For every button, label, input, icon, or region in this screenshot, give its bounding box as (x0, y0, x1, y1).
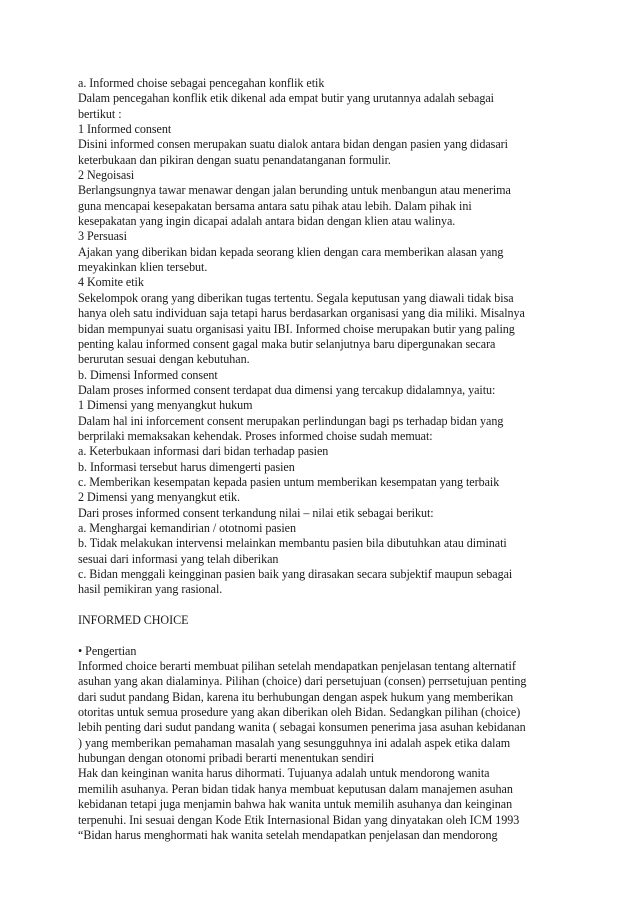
text-line: Informed choice berarti membuat pilihan setelah mendapatkan penjelasan tentang alternatif (78, 659, 516, 674)
text-line: kesepakatan yang ingin dicapai adalah antara bidan dengan klien atau walinya. (78, 214, 456, 229)
document-body (78, 76, 570, 843)
text-line: Dari proses informed consent terkandung nilai – nilai etik sebagai berikut: (78, 505, 434, 520)
text-line: Dalam proses informed consent terdapat dua dimensi yang tercakup didalamnya, yaitu: (78, 382, 496, 397)
text-line: memilih asuhanya. Peran bidan tidak hanya membuat keputusan dalam manajemen asuhan (78, 781, 513, 796)
text-line: penting kalau informed consent gagal maka butir selanjutnya baru dipergunakan secara (78, 336, 496, 351)
text-line: a. Informed choise sebagai pencegahan konflik etik (78, 76, 325, 90)
text-line: c. Memberikan kesempatan kepada pasien untum memberikan kesempatan yang terbaik (78, 474, 500, 489)
text-line: c. Bidan menggali keingginan pasien baik yang dirasakan secara subjektif maupun sebagai (78, 567, 513, 581)
text-line: Hak dan keinginan wanita harus dihormati. Tujuanya adalah untuk mendorong wanita (78, 766, 490, 781)
text-line: hasil pemikiran yang rasional. (78, 582, 223, 597)
text-line: keterbukaan dan pikiran dengan suatu penandatanganan formulir. (78, 152, 391, 167)
text-line: b. Dimensi Informed consent (78, 367, 218, 382)
text-line: INFORMED CHOICE (78, 613, 189, 628)
text-line: guna mencapai kesepakatan bersama antara satu pihak atau lebih. Dalam pihak ini (78, 198, 472, 213)
text-line: asuhan yang akan dialaminya. Pilihan (choice) dari persetujuan (consen) perrsetujuan penting (78, 674, 527, 689)
text-line: berurutan sesuai dengan kebutuhan. (78, 352, 250, 367)
text-line: Berlangsungnya tawar menawar dengan jalan berunding untuk menbangun atau menerima (78, 183, 511, 198)
text-line: kebidanan tetapi juga menjamin bahwa hak wanita untuk memilih asuhanya dan keinginan (78, 797, 513, 812)
text-line: b. Informasi tersebut harus dimengerti pasien (78, 459, 295, 474)
text-line: Dalam hal ini inforcement consent merupakan perlindungan bagi ps terhadap bidan yang (78, 413, 504, 428)
text-line: hanya oleh satu individuan saja tetapi harus berdasarkan organisasi yang dia miliki. Misalnya (78, 306, 525, 321)
text-line: b. Tidak melakukan intervensi melainkan membantu pasien bila dibutuhkan atau diminati (78, 536, 507, 551)
blank-line (78, 598, 570, 613)
text-line: ) yang memberikan pemahaman masalah yang sesungguhnya ini adalah aspek etika dalam (78, 735, 511, 750)
text-line: Sekelompok orang yang diberikan tugas tertentu. Segala keputusan yang diawali tidak bisa (78, 290, 514, 305)
text-line: 1 Dimensi yang menyangkut hukum (78, 398, 253, 413)
text-line: bidan mempunyai suatu organisasi yaitu IBI. Informed choise merupakan butir yang paling (78, 321, 515, 336)
text-line: Ajakan yang diberikan bidan kepada seorang klien dengan cara memberikan alasan yang (78, 244, 504, 259)
blank-line (78, 628, 570, 643)
text-line: Disini informed consen merupakan suatu dialok antara bidan dengan pasien yang didasari (78, 137, 508, 152)
text-line: “Bidan harus menghormati hak wanita setelah mendapatkan penjelasan dan mendorong (78, 827, 498, 842)
text-line: 3 Persuasi (78, 229, 127, 244)
text-line: dari sudut pandang Bidan, karena itu berhubungan dengan aspek hukum yang memberikan (78, 689, 514, 704)
text-line: 2 Negoisasi (78, 168, 135, 183)
text-line: bertikut : (78, 106, 122, 121)
text-line: berprilaki memaksakan kehendak. Proses informed choise sudah memuat: (78, 428, 433, 443)
text-line: 1 Informed consent (78, 122, 172, 137)
text-line: terpenuhi. Ini sesuai dengan Kode Etik Internasional Bidan yang dinyatakan oleh ICM 1993 (78, 812, 520, 827)
text-line: Dalam pencegahan konflik etik dikenal ada empat butir yang urutannya adalah sebagai (78, 91, 494, 106)
text-line: hubungan dengan otonomi pribadi berarti menentukan sendiri (78, 751, 375, 766)
text-line: lebih penting dari sudut pandang wanita ( sebagai konsumen penerima jasa asuhan kebidanan (78, 720, 526, 735)
text-line: a. Menghargai kemandirian / ototnomi pasien (78, 520, 296, 535)
text-line: sesuai dari informasi yang telah diberikan (78, 551, 279, 566)
text-line: 2 Dimensi yang menyangkut etik. (78, 490, 241, 505)
text-line: meyakinkan klien tersebut. (78, 260, 208, 275)
text-line: otoritas untuk semua prosedure yang akan diberikan oleh Bidan. Sedangkan pilihan (choice) (78, 705, 521, 720)
text-line: 4 Komite etik (78, 275, 144, 290)
text-line: a. Keterbukaan informasi dari bidan terhadap pasien (78, 444, 329, 459)
text-line: • Pengertian (78, 643, 137, 658)
